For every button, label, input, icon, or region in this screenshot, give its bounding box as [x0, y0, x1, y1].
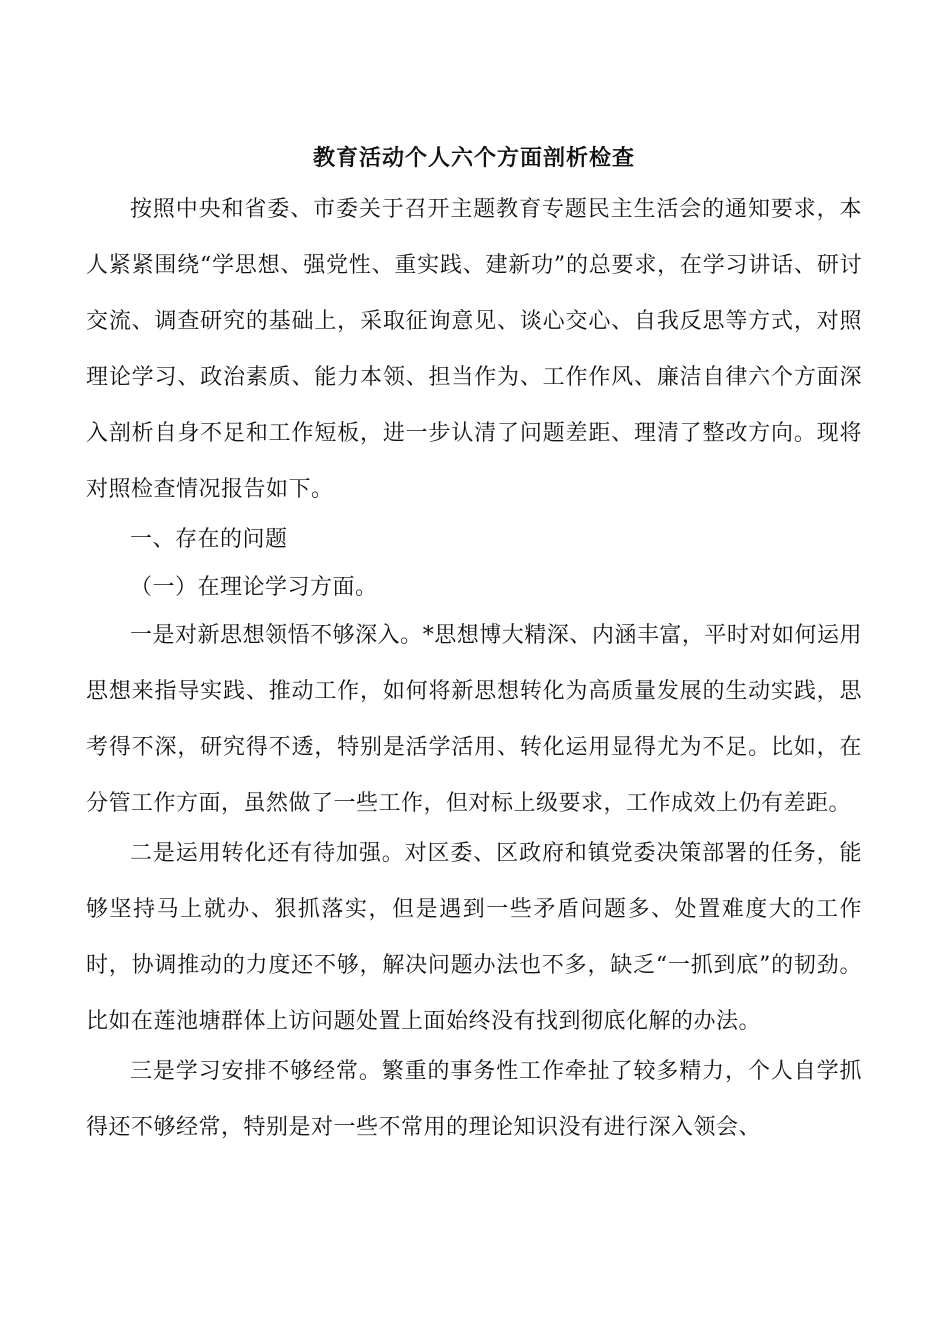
section-heading-problems: 一、存在的问题 [130, 527, 288, 552]
document-body [86, 138, 862, 1150]
subsection-heading-theory-study: （一）在理论学习方面。 [130, 575, 378, 600]
paragraph-point-one: 一是对新思想领悟不够深入。*思想博大精深、内涵丰富，平时对如何运用思想来指导实践、推动工作，如何将新思想转化为高质量发展的生动实践，思考得不深，研究得不透，特别是活学活用、转化运用显得尤为不足。比如，在分管工作方面，虽然做了一些工作，但对标上级要求，工作成效上仍有差距。 [86, 623, 862, 816]
paragraph-point-two: 二是运用转化还有待加强。对区委、区政府和镇党委决策部署的任务，能够坚持马上就办、狠抓落实，但是遇到一些矛盾问题多、处置难度大的工作时，协调推动的力度还不够，解决问题办法也不多，缺乏“一抓到底”的韧劲。比如在莲池塘群体上访问题处置上面始终没有找到彻底化解的办法。 [86, 841, 862, 1034]
document-title: 教育活动个人六个方面剖析检查 [312, 145, 635, 171]
paragraph-point-three: 三是学习安排不够经常。繁重的事务性工作牵扯了较多精力，个人自学抓得还不够经常，特别是对一些不常用的理论知识没有进行深入领会、 [86, 1059, 862, 1140]
paragraph-intro: 按照中央和省委、市委关于召开主题教育专题民主生活会的通知要求，本人紧紧围绕“学思想、强党性、重实践、建新功”的总要求，在学习讲话、研讨交流、调查研究的基础上，采取征询意见、谈心交心、自我反思等方式，对照理论学习、政治素质、能力本领、担当作为、工作作风、廉洁自律六个方面深入剖析自身不足和工作短板，进一步认清了问题差距、理清了整改方向。现将对照检查情况报告如下。 [86, 197, 862, 502]
